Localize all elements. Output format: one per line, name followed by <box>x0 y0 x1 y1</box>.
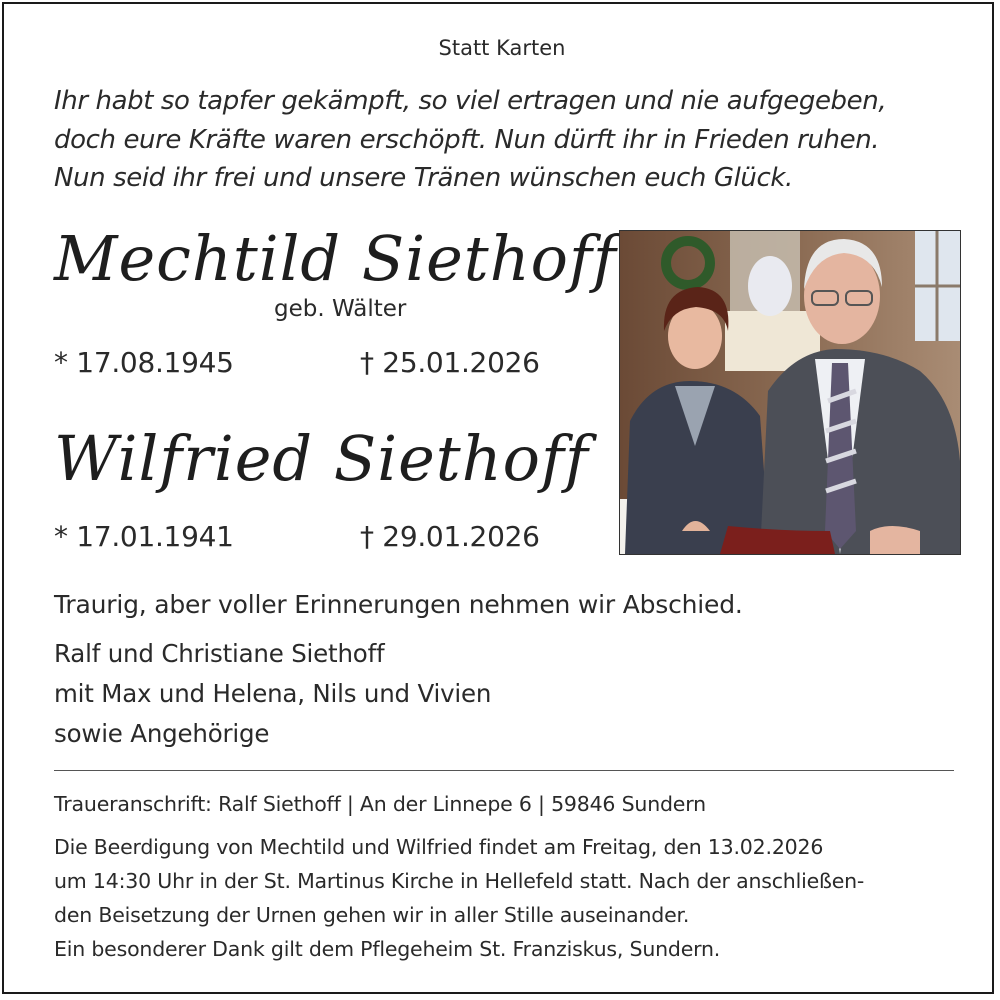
poem-line: Nun seid ihr frei und unsere Tränen wünschen euch Glück. <box>54 163 793 193</box>
header-title: Statt Karten <box>438 36 566 60</box>
farewell-text: Traurig, aber voller Erinnerungen nehmen wir Abschied. <box>54 590 743 619</box>
mourning-address: Traueranschrift: Ralf Siethoff | An der Linnepe 6 | 59846 Sundern <box>54 792 706 816</box>
thanks-text: Ein besonderer Dank gilt dem Pflegeheim St. Franziskus, Sundern. <box>54 937 721 961</box>
mourners-list <box>54 634 491 754</box>
funeral-line: Die Beerdigung von Mechtild und Wilfried findet am Freitag, den 13.02.2026 <box>54 835 824 859</box>
obituary-notice <box>2 2 994 994</box>
birth-date-mechtild: * 17.08.1945 <box>54 346 234 379</box>
death-date-wilfried: † 29.01.2026 <box>360 520 540 553</box>
death-date-mechtild: † 25.01.2026 <box>360 346 540 379</box>
poem <box>54 82 886 198</box>
funeral-line: um 14:30 Uhr in der St. Martinus Kirche in Hellefeld statt. Nach der anschließen- <box>54 869 865 893</box>
couple-photo <box>619 230 961 555</box>
divider <box>54 770 954 771</box>
funeral-line: den Beisetzung der Urnen gehen wir in aller Stille auseinander. <box>54 903 690 927</box>
mourner-line: sowie Angehörige <box>54 719 270 748</box>
deceased-name-mechtild: Mechtild Siethoff <box>54 222 617 295</box>
mourner-line: mit Max und Helena, Nils und Vivien <box>54 679 492 708</box>
poem-line: doch eure Kräfte waren erschöpft. Nun dürft ihr in Frieden ruhen. <box>54 124 880 155</box>
birth-date-wilfried: * 17.01.1941 <box>54 520 234 553</box>
poem-line: Ihr habt so tapfer gekämpft, so viel ertragen und nie aufgegeben, <box>54 86 887 116</box>
funeral-details <box>54 830 864 932</box>
mourner-line: Ralf und Christiane Siethoff <box>54 639 385 668</box>
deceased-name-wilfried: Wilfried Siethoff <box>54 422 589 495</box>
maiden-name: geb. Wälter <box>274 296 407 322</box>
